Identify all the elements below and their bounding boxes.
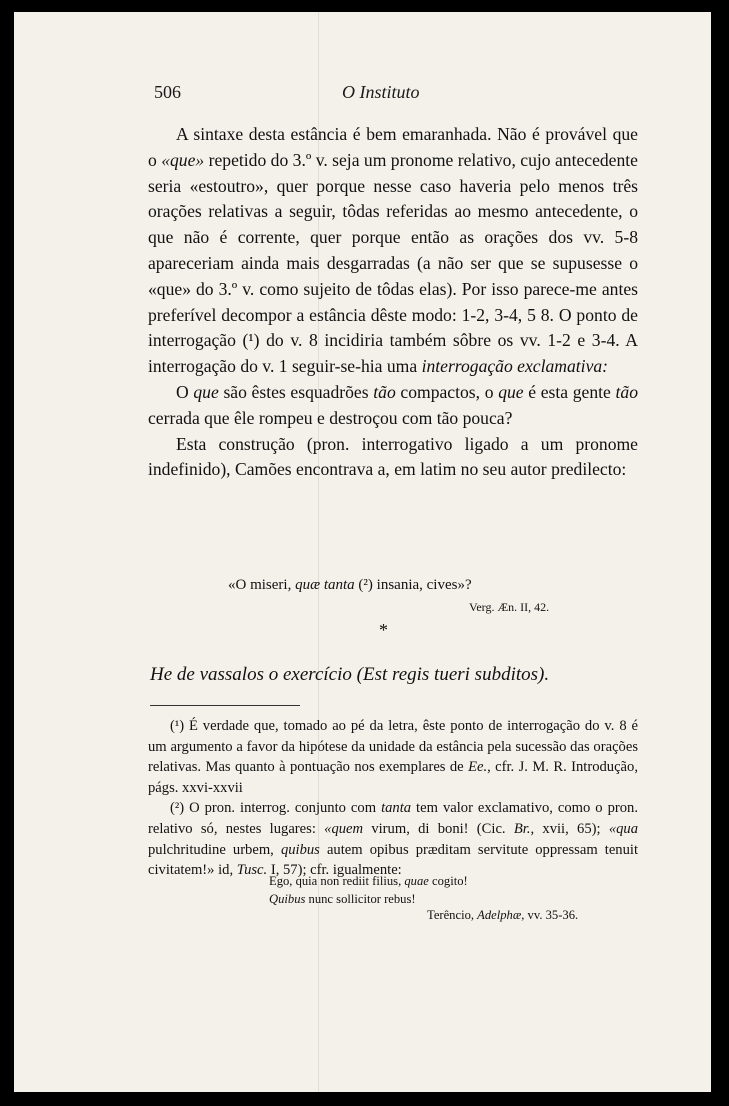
footnote-2 bbox=[148, 798, 638, 880]
italic-run: Quibus bbox=[269, 892, 306, 906]
italic-run: quae bbox=[404, 874, 429, 888]
footnotes bbox=[148, 716, 638, 881]
text-run: (²) insania, cives»? bbox=[354, 577, 472, 593]
page-header bbox=[152, 82, 572, 108]
verse-line-2 bbox=[269, 890, 468, 908]
text-run: compactos, o bbox=[395, 381, 499, 402]
italic-run: Adelphæ, bbox=[477, 908, 525, 922]
text-run: , xvii, 65); bbox=[530, 820, 609, 837]
text-run: autem opibus præditam servitute oppressam tenuit civitatem!» id, bbox=[148, 841, 639, 879]
italic-run: «quem bbox=[324, 820, 364, 837]
latin-quote bbox=[228, 577, 472, 594]
text-run: vv. 35-36. bbox=[524, 908, 579, 922]
terence-verse bbox=[269, 872, 468, 908]
italic-run: tão bbox=[615, 381, 638, 402]
paragraph-2 bbox=[148, 380, 638, 432]
text-run: repetido do 3.º v. seja um pronome relativo, cujo antecedente seria «estoutro», quer porque nesse caso haveria pelo menos três orações relativas a seguir, tôdas referidas ao mesmo antecedente, o que não é corrente, quer porque então as orações dos vv. 5-8 apareceriam ainda mais desgarradas (a não ser que se supusesse o «que» do 3.º v. como sujeito de tôdas elas). Por isso parece-me antes preferível decompor a estância dêste modo: 1-2, 3-4, 5 8. O ponto de interrogação (¹) do v. 8 incidiria também sôbre os vv. 1-2 e 3-4. A interrogação do v. 1 seguir-se-hia uma bbox=[148, 149, 638, 377]
italic-run: que bbox=[193, 381, 219, 402]
italic-run: Tusc. bbox=[236, 862, 268, 879]
text-run: Terêncio, bbox=[427, 908, 478, 922]
italic-run: tanta bbox=[381, 800, 412, 817]
italic-run: Br. bbox=[513, 820, 531, 837]
text-run: virum, di boni! (Cic. bbox=[363, 820, 514, 837]
running-title: O Instituto bbox=[342, 82, 420, 102]
text-run: são êstes esquadrões bbox=[218, 381, 374, 402]
page-number: 506 bbox=[154, 82, 181, 102]
italic-run: «qua bbox=[608, 820, 638, 837]
text-run: pulchritudine urbem, bbox=[148, 841, 281, 858]
text-run: nunc sollicitor rebus! bbox=[305, 892, 416, 906]
text-run: (²) O pron. interrog. conjunto com bbox=[170, 800, 382, 817]
italic-run: que bbox=[498, 381, 524, 402]
section-motto: He de vassalos o exercício (Est regis tueri subditos). bbox=[150, 664, 550, 685]
book-page bbox=[14, 12, 711, 1092]
text-run: cerrada que êle rompeu e destroçou com tão pouca? bbox=[148, 407, 513, 428]
footnote-1 bbox=[148, 716, 638, 798]
section-asterisk: * bbox=[379, 620, 388, 640]
italic-run: interrogação exclamativa: bbox=[421, 356, 609, 377]
text-run: (¹) É verdade que, tomado ao pé da letra, êste ponto de interrogação do v. 8 é um argumento a favor da hipótese da unidade da estância pela sucessão das orações relativas. Mas quanto à pontuação nos exemplares de bbox=[148, 718, 638, 776]
text-run: Ego, quia non rediit filius, bbox=[269, 874, 405, 888]
footnote-rule bbox=[150, 705, 300, 706]
italic-run: «que» bbox=[161, 149, 205, 170]
text-run: A sintaxe desta estância é bem emaranhada. Não é provável que o bbox=[148, 124, 638, 170]
italic-run: Ee. bbox=[468, 759, 488, 776]
verse-line-1 bbox=[269, 872, 468, 890]
text-run: O bbox=[176, 381, 194, 402]
text-run: tem valor exclamativo, como o pron. relativo só, nestes lugares: bbox=[148, 800, 638, 837]
paragraph-1 bbox=[148, 122, 638, 380]
italic-run: tão bbox=[373, 381, 396, 402]
verse-citation bbox=[427, 908, 578, 923]
main-text bbox=[148, 122, 638, 483]
italic-run: quæ tanta bbox=[295, 577, 355, 593]
paragraph-3: Esta construção (pron. interrogativo ligado a um pronome indefinido), Camões encontrava a, em latim no seu autor predilecto: bbox=[148, 433, 638, 480]
italic-run: quibus bbox=[280, 841, 320, 858]
text-run: cogito! bbox=[428, 874, 468, 888]
text-run: «O miseri, bbox=[228, 577, 296, 593]
text-run: I, 57); cfr. igualmente: bbox=[267, 862, 402, 879]
quote-citation: Verg. Æn. II, 42. bbox=[469, 600, 550, 614]
text-run: é esta gente bbox=[523, 381, 616, 402]
text-run: , cfr. J. M. R. Introdução, págs. xxvi-xxvii bbox=[148, 759, 638, 796]
